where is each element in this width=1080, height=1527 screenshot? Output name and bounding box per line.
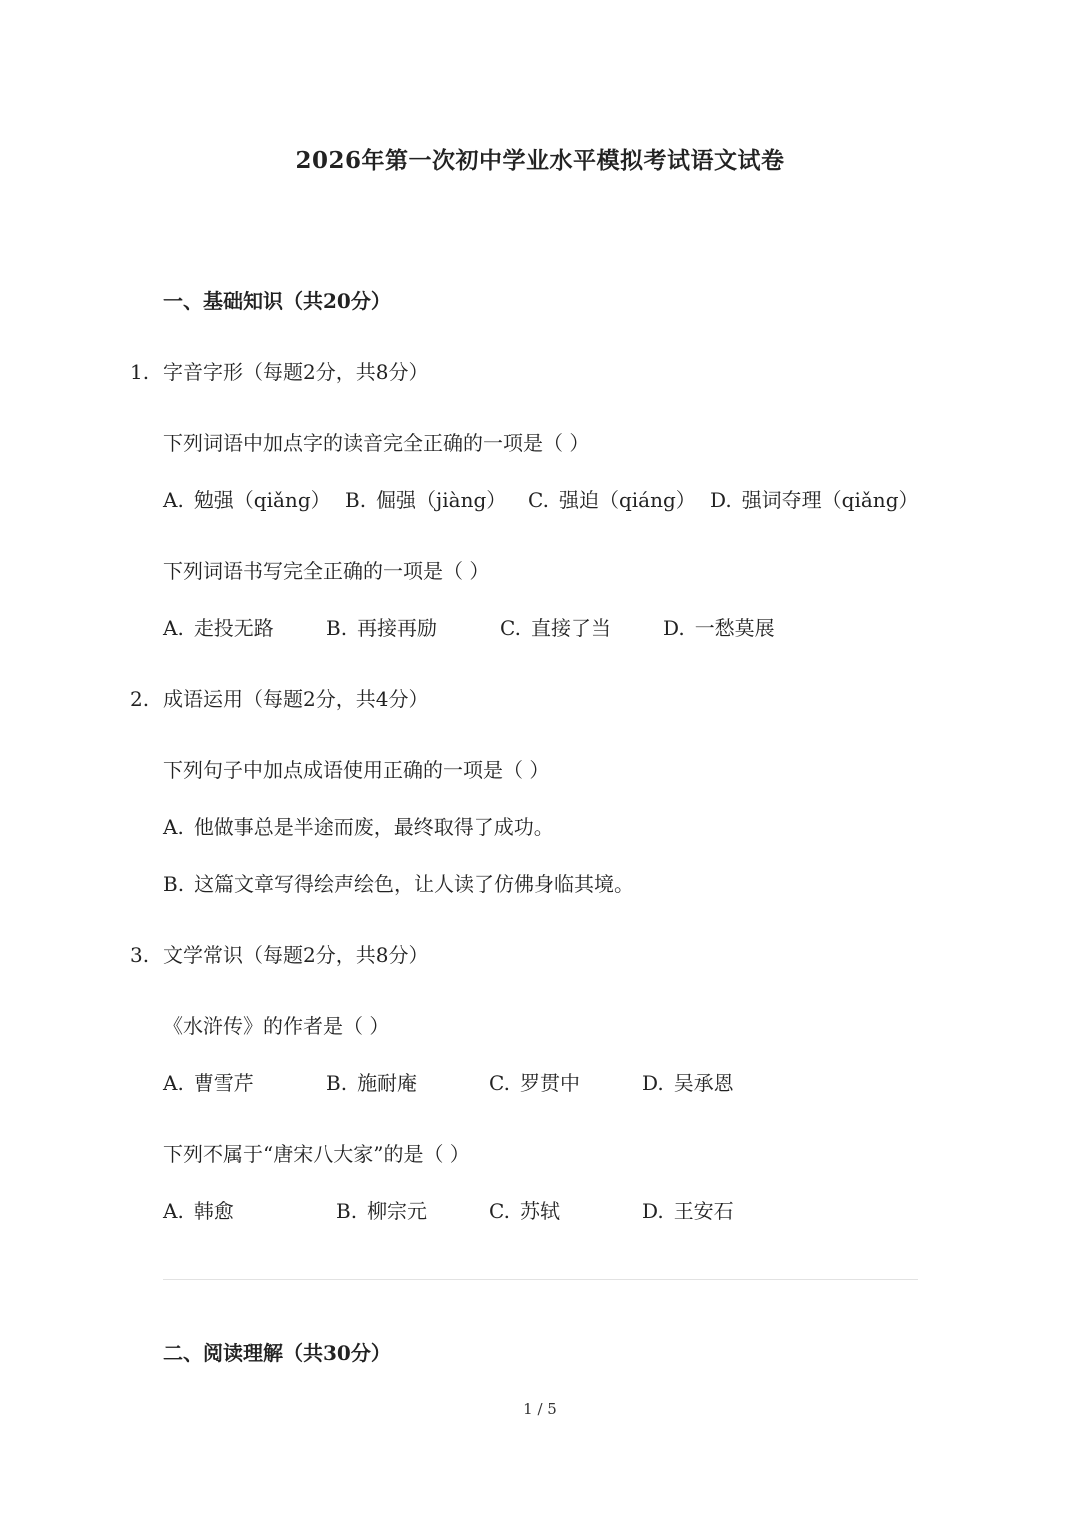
option-3-2-b [336,1196,427,1226]
option-1-2-a [163,613,274,643]
question-number-1: 1. [130,360,150,384]
option-text: 直接了当 [530,616,611,640]
option-1-1-b [345,485,506,515]
option-text: 倔强（jiàng） [376,488,507,512]
option-letter: C. [500,616,521,640]
option-letter: B. [336,1199,358,1223]
option-text: 柳宗元 [367,1199,428,1223]
section-heading-1: 一、基础知识（共20分） [163,289,391,313]
option-text: 走投无路 [193,616,274,640]
question-prompt-3-2: 下列不属于“唐宋八大家”的是（ ） [163,1142,470,1166]
section-divider [163,1279,918,1280]
option-1-1-a [163,485,331,515]
question-prompt-1-2: 下列词语书写完全正确的一项是（ ） [163,559,490,583]
option-text: 罗贯中 [519,1071,580,1095]
question-prompt-2-1: 下列句子中加点成语使用正确的一项是（ ） [163,758,550,782]
option-text: 强迫（qiáng） [558,488,696,512]
option-3-2-d [642,1196,734,1226]
question-title-1: 字音字形（每题2分，共8分） [163,360,429,384]
option-text: 一愁莫展 [694,616,775,640]
option-text: 这篇文章写得绘声绘色，让人读了仿佛身临其境。 [194,872,635,896]
option-1-1-d [710,485,919,515]
question-prompt-3-1: 《水浒传》的作者是（ ） [163,1014,390,1038]
option-1-1-c [528,485,696,515]
question-prompt-1-1: 下列词语中加点字的读音完全正确的一项是（ ） [163,431,590,455]
option-letter: A. [163,488,184,512]
option-letter: B. [326,616,348,640]
option-1-2-d [663,613,775,643]
option-text: 王安石 [673,1199,734,1223]
option-text: 他做事总是半途而废，最终取得了成功。 [193,815,554,839]
option-text: 再接再励 [357,616,438,640]
question-title-3: 文学常识（每题2分，共8分） [163,943,429,967]
option-letter: B. [163,872,185,896]
option-text: 施耐庵 [357,1071,418,1095]
option-letter: B. [326,1071,348,1095]
option-letter: A. [163,1071,184,1095]
question-title-2: 成语运用（每题2分，共4分） [163,687,429,711]
option-letter: A. [163,1199,184,1223]
option-1-2-c [500,613,611,643]
option-text: 韩愈 [193,1199,234,1223]
section-heading-2: 二、阅读理解（共30分） [163,1341,391,1365]
option-letter: D. [710,488,732,512]
option-3-1-d [642,1068,734,1098]
option-2-1-b [163,869,634,899]
option-2-1-a [163,812,554,842]
option-1-2-b [326,613,437,643]
option-text: 勉强（qiǎng） [193,488,331,512]
option-3-2-a [163,1196,234,1226]
page-title: 2026年第一次初中学业水平模拟考试语文试卷 [295,147,785,174]
option-text: 苏轼 [519,1199,560,1223]
option-text: 曹雪芹 [193,1071,254,1095]
option-letter: C. [489,1071,510,1095]
option-3-1-a [163,1068,254,1098]
option-text: 强词夺理（qiǎng） [741,488,919,512]
option-letter: A. [163,815,184,839]
option-letter: D. [642,1199,664,1223]
option-3-1-b [326,1068,417,1098]
option-letter: C. [489,1199,510,1223]
option-letter: B. [345,488,367,512]
option-3-1-c [489,1068,580,1098]
option-3-2-c [489,1196,560,1226]
question-number-3: 3. [130,943,150,967]
option-letter: D. [642,1071,664,1095]
page-indicator: 1 / 5 [523,1400,557,1418]
option-letter: A. [163,616,184,640]
option-text: 吴承恩 [673,1071,734,1095]
option-letter: D. [663,616,685,640]
question-number-2: 2. [130,687,150,711]
option-letter: C. [528,488,549,512]
